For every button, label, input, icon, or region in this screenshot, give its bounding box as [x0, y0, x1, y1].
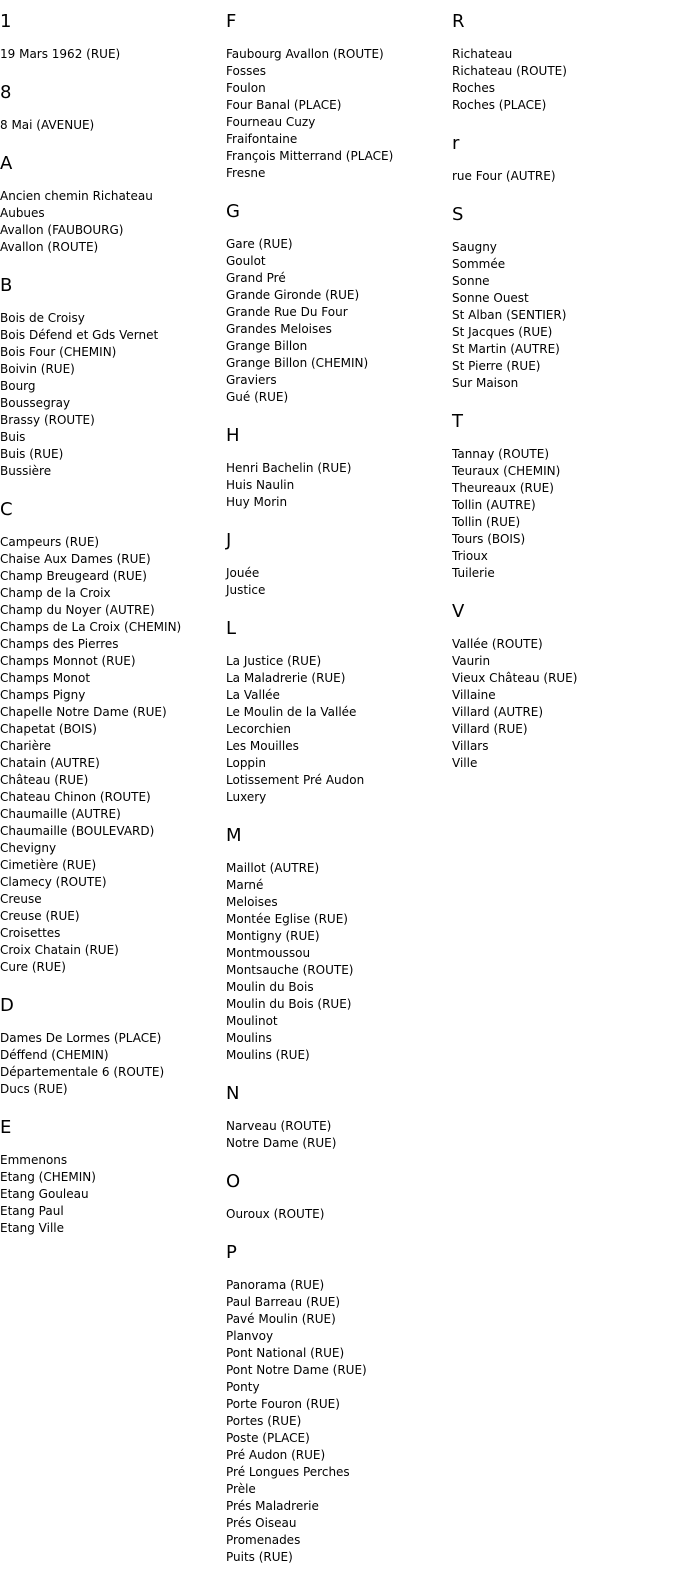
letter-section	[226, 824, 446, 1064]
street-link[interactable]: Pont National (RUE)	[226, 1346, 345, 1360]
street-link[interactable]: Goulot	[226, 254, 266, 268]
street-link[interactable]: Les Mouilles	[226, 739, 299, 753]
street-link[interactable]: Poste (PLACE)	[226, 1431, 310, 1445]
letter-section	[452, 600, 672, 772]
street-link[interactable]: Le Moulin de la Vallée	[226, 705, 357, 719]
street-link[interactable]: Aubues	[0, 206, 45, 220]
street-link[interactable]: La Justice (RUE)	[226, 654, 322, 668]
street-link[interactable]: Ancien chemin Richateau	[0, 189, 153, 203]
street-link[interactable]: Huis Naulin	[226, 478, 295, 492]
street-link[interactable]: Villars	[452, 739, 489, 753]
section-letter-heading: H	[226, 425, 240, 446]
street-link[interactable]: Marné	[226, 878, 264, 892]
section-letter-heading: C	[0, 499, 13, 520]
letter-section	[0, 1116, 220, 1237]
street-link[interactable]: Pré Audon (RUE)	[226, 1448, 326, 1462]
section-letter-heading: S	[452, 204, 464, 225]
section-letter-heading: J	[226, 530, 232, 551]
street-link[interactable]: Champs Monnot (RUE)	[0, 654, 136, 668]
street-link[interactable]: St Pierre (RUE)	[452, 359, 541, 373]
street-link[interactable]: Vallée (ROUTE)	[452, 637, 543, 651]
letter-section	[226, 1241, 446, 1566]
street-link[interactable]: Moulinot	[226, 1014, 278, 1028]
street-link[interactable]: Montée Eglise (RUE)	[226, 912, 348, 926]
street-link[interactable]: Prés Oiseau	[226, 1516, 297, 1530]
street-link[interactable]: Trioux	[452, 549, 488, 563]
street-link[interactable]: Pont Notre Dame (RUE)	[226, 1363, 367, 1377]
street-link[interactable]: Vaurin	[452, 654, 491, 668]
street-link[interactable]: Avallon (ROUTE)	[0, 240, 99, 254]
street-link[interactable]: Brassy (ROUTE)	[0, 413, 95, 427]
section-letter-heading: O	[226, 1171, 241, 1192]
street-link[interactable]: Theureaux (RUE)	[452, 481, 554, 495]
street-link[interactable]: François Mitterrand (PLACE)	[226, 149, 394, 163]
street-link[interactable]: Justice	[226, 583, 266, 597]
street-link[interactable]: Bourg	[0, 379, 36, 393]
street-link[interactable]: Champs de La Croix (CHEMIN)	[0, 620, 182, 634]
street-link[interactable]: Grande Gironde (RUE)	[226, 288, 360, 302]
street-link[interactable]: Chapelle Notre Dame (RUE)	[0, 705, 167, 719]
letter-section	[226, 1170, 446, 1223]
street-link[interactable]: Champs des Pierres	[0, 637, 119, 651]
section-letter-heading: P	[226, 1242, 237, 1263]
street-link[interactable]: Avallon (FAUBOURG)	[0, 223, 124, 237]
street-link[interactable]: Grange Billon (CHEMIN)	[226, 356, 369, 370]
street-link[interactable]: Champs Pigny	[0, 688, 86, 702]
street-link[interactable]: Déffend (CHEMIN)	[0, 1048, 109, 1062]
street-link[interactable]: Sur Maison	[452, 376, 519, 390]
street-link[interactable]: Bois Défend et Gds Vernet	[0, 328, 159, 342]
street-link[interactable]: Charière	[0, 739, 52, 753]
street-link[interactable]: Ville	[452, 756, 478, 770]
street-link[interactable]: Four Banal (PLACE)	[226, 98, 342, 112]
street-link[interactable]: Cure (RUE)	[0, 960, 66, 974]
section-letter-heading: A	[0, 153, 13, 174]
street-link[interactable]: Loppin	[226, 756, 266, 770]
letter-section	[452, 203, 672, 392]
street-link[interactable]: Sonne	[452, 274, 490, 288]
letter-section	[0, 81, 220, 134]
street-link[interactable]: Jouée	[226, 566, 260, 580]
street-column-1	[0, 10, 220, 1255]
letter-section	[226, 1082, 446, 1152]
section-letter-heading: 1	[0, 11, 12, 32]
street-link[interactable]: Creuse (RUE)	[0, 909, 80, 923]
street-link[interactable]: Départementale 6 (ROUTE)	[0, 1065, 165, 1079]
street-link[interactable]: Saugny	[452, 240, 497, 254]
section-letter-heading: V	[452, 601, 465, 622]
street-link[interactable]: Ponty	[226, 1380, 260, 1394]
section-letter-heading: F	[226, 11, 237, 32]
street-link[interactable]: Bois de Croisy	[0, 311, 85, 325]
street-link[interactable]: Etang Paul	[0, 1204, 64, 1218]
street-link[interactable]: Paul Barreau (RUE)	[226, 1295, 341, 1309]
letter-section	[226, 424, 446, 511]
street-link[interactable]: Chevigny	[0, 841, 57, 855]
street-link[interactable]: Luxery	[226, 790, 267, 804]
street-link[interactable]: Boivin (RUE)	[0, 362, 75, 376]
street-link[interactable]: Etang (CHEMIN)	[0, 1170, 96, 1184]
street-link[interactable]: rue Four (AUTRE)	[452, 169, 556, 183]
section-letter-heading: r	[452, 133, 460, 154]
letter-section	[226, 200, 446, 406]
street-link[interactable]: Pré Longues Perches	[226, 1465, 350, 1479]
letter-section	[0, 994, 220, 1098]
street-link[interactable]: Panorama (RUE)	[226, 1278, 325, 1292]
street-link[interactable]: Lecorchien	[226, 722, 291, 736]
street-link[interactable]: Henri Bachelin (RUE)	[226, 461, 352, 475]
street-link[interactable]: Gué (RUE)	[226, 390, 289, 404]
street-link[interactable]: Graviers	[226, 373, 277, 387]
street-link[interactable]: Moulins	[226, 1031, 272, 1045]
street-link[interactable]: Villaine	[452, 688, 496, 702]
street-link[interactable]: Etang Gouleau	[0, 1187, 89, 1201]
street-link[interactable]: Roches (PLACE)	[452, 98, 547, 112]
street-link[interactable]: Dames De Lormes (PLACE)	[0, 1031, 162, 1045]
street-link[interactable]: Roches	[452, 81, 495, 95]
street-column-3	[452, 10, 672, 790]
street-link[interactable]: Huy Morin	[226, 495, 288, 509]
letter-section	[0, 10, 220, 63]
street-link[interactable]: Villard (AUTRE)	[452, 705, 544, 719]
street-link[interactable]: Prés Maladrerie	[226, 1499, 319, 1513]
street-link[interactable]: Planvoy	[226, 1329, 274, 1343]
street-link[interactable]: Portes (RUE)	[226, 1414, 302, 1428]
street-link[interactable]: Tuilerie	[452, 566, 495, 580]
section-letter-heading: T	[452, 411, 463, 432]
street-link[interactable]: Narveau (ROUTE)	[226, 1119, 332, 1133]
street-link[interactable]: Tannay (ROUTE)	[452, 447, 550, 461]
street-link[interactable]: Boussegray	[0, 396, 71, 410]
street-link[interactable]: St Alban (SENTIER)	[452, 308, 567, 322]
street-link[interactable]: Fresne	[226, 166, 266, 180]
street-link[interactable]: Chaumaille (AUTRE)	[0, 807, 121, 821]
letter-section	[0, 498, 220, 976]
section-letter-heading: L	[226, 618, 237, 639]
street-link[interactable]: Moulin du Bois	[226, 980, 314, 994]
street-link[interactable]: Lotissement Pré Audon	[226, 773, 365, 787]
street-link[interactable]: Foulon	[226, 81, 266, 95]
street-link[interactable]: Bussière	[0, 464, 52, 478]
letter-section	[226, 617, 446, 806]
street-link[interactable]: Champ du Noyer (AUTRE)	[0, 603, 155, 617]
street-link[interactable]: Richateau	[452, 47, 513, 61]
street-link[interactable]: Prèle	[226, 1482, 256, 1496]
street-link[interactable]: Pavé Moulin (RUE)	[226, 1312, 336, 1326]
street-link[interactable]: Faubourg Avallon (ROUTE)	[226, 47, 384, 61]
section-letter-heading: B	[0, 275, 13, 296]
section-letter-heading: M	[226, 825, 242, 846]
section-letter-heading: 8	[0, 82, 12, 103]
street-link[interactable]: Maillot (AUTRE)	[226, 861, 320, 875]
street-link[interactable]: Meloises	[226, 895, 278, 909]
street-link[interactable]: La Vallée	[226, 688, 280, 702]
street-link[interactable]: Grange Billon	[226, 339, 308, 353]
section-letter-heading: D	[0, 995, 14, 1016]
street-link[interactable]: Champ de la Croix	[0, 586, 111, 600]
street-link[interactable]: Creuse	[0, 892, 42, 906]
street-link[interactable]: Emmenons	[0, 1153, 68, 1167]
street-link[interactable]: Gare (RUE)	[226, 237, 293, 251]
section-letter-heading: N	[226, 1083, 240, 1104]
street-link[interactable]: Buis	[0, 430, 26, 444]
street-link[interactable]: Champ Breugeard (RUE)	[0, 569, 147, 583]
street-link[interactable]: Etang Ville	[0, 1221, 65, 1235]
street-link[interactable]: Richateau (ROUTE)	[452, 64, 567, 78]
street-link[interactable]: Champs Monot	[0, 671, 91, 685]
street-link[interactable]: Fraifontaine	[226, 132, 298, 146]
street-link[interactable]: Grandes Meloises	[226, 322, 332, 336]
letter-section	[226, 10, 446, 182]
letter-section	[0, 152, 220, 256]
street-link[interactable]: Fourneau Cuzy	[226, 115, 316, 129]
street-link[interactable]: Chaumaille (BOULEVARD)	[0, 824, 155, 838]
street-link[interactable]: Porte Fouron (RUE)	[226, 1397, 340, 1411]
street-link[interactable]: Grand Pré	[226, 271, 286, 285]
street-link[interactable]: Croix Chatain (RUE)	[0, 943, 119, 957]
letter-section	[226, 529, 446, 599]
street-link[interactable]: Montmoussou	[226, 946, 311, 960]
street-column-2	[226, 10, 446, 1584]
street-link[interactable]: Buis (RUE)	[0, 447, 64, 461]
street-link[interactable]: Tollin (AUTRE)	[452, 498, 536, 512]
street-link[interactable]: Chateau Chinon (ROUTE)	[0, 790, 151, 804]
street-link[interactable]: Montsauche (ROUTE)	[226, 963, 354, 977]
street-link[interactable]: Grande Rue Du Four	[226, 305, 348, 319]
street-link[interactable]: Teuraux (CHEMIN)	[452, 464, 561, 478]
street-link[interactable]: Chapetat (BOIS)	[0, 722, 97, 736]
street-link[interactable]: 8 Mai (AVENUE)	[0, 118, 95, 132]
street-link[interactable]: Villard (RUE)	[452, 722, 528, 736]
street-link[interactable]: Tollin (RUE)	[452, 515, 521, 529]
street-link[interactable]: 19 Mars 1962 (RUE)	[0, 47, 121, 61]
street-link[interactable]: St Martin (AUTRE)	[452, 342, 560, 356]
letter-section	[0, 274, 220, 480]
street-link[interactable]: Notre Dame (RUE)	[226, 1136, 337, 1150]
street-link[interactable]: Sommée	[452, 257, 506, 271]
street-link[interactable]: Sonne Ouest	[452, 291, 529, 305]
section-letter-heading: G	[226, 201, 240, 222]
street-link[interactable]: Fosses	[226, 64, 266, 78]
street-link[interactable]: Tours (BOIS)	[452, 532, 526, 546]
letter-section	[452, 132, 672, 185]
street-link[interactable]: St Jacques (RUE)	[452, 325, 553, 339]
street-link[interactable]: Clamecy (ROUTE)	[0, 875, 107, 889]
street-link[interactable]: Campeurs (RUE)	[0, 535, 100, 549]
street-link[interactable]: Chatain (AUTRE)	[0, 756, 100, 770]
street-link[interactable]: Promenades	[226, 1533, 301, 1547]
letter-section	[452, 10, 672, 114]
street-link[interactable]: Moulins (RUE)	[226, 1048, 310, 1062]
street-link[interactable]: Ouroux (ROUTE)	[226, 1207, 325, 1221]
section-letter-heading: R	[452, 11, 465, 32]
letter-section	[452, 410, 672, 582]
street-link[interactable]: Château (RUE)	[0, 773, 89, 787]
street-link[interactable]: Chaise Aux Dames (RUE)	[0, 552, 151, 566]
street-link[interactable]: Moulin du Bois (RUE)	[226, 997, 352, 1011]
street-link[interactable]: Croisettes	[0, 926, 61, 940]
section-letter-heading: E	[0, 1117, 12, 1138]
street-link[interactable]: Cimetière (RUE)	[0, 858, 97, 872]
street-link[interactable]: Puits (RUE)	[226, 1550, 293, 1564]
street-link[interactable]: Montigny (RUE)	[226, 929, 320, 943]
street-link[interactable]: Bois Four (CHEMIN)	[0, 345, 117, 359]
street-link[interactable]: Ducs (RUE)	[0, 1082, 68, 1096]
street-link[interactable]: Vieux Château (RUE)	[452, 671, 578, 685]
street-link[interactable]: La Maladrerie (RUE)	[226, 671, 346, 685]
